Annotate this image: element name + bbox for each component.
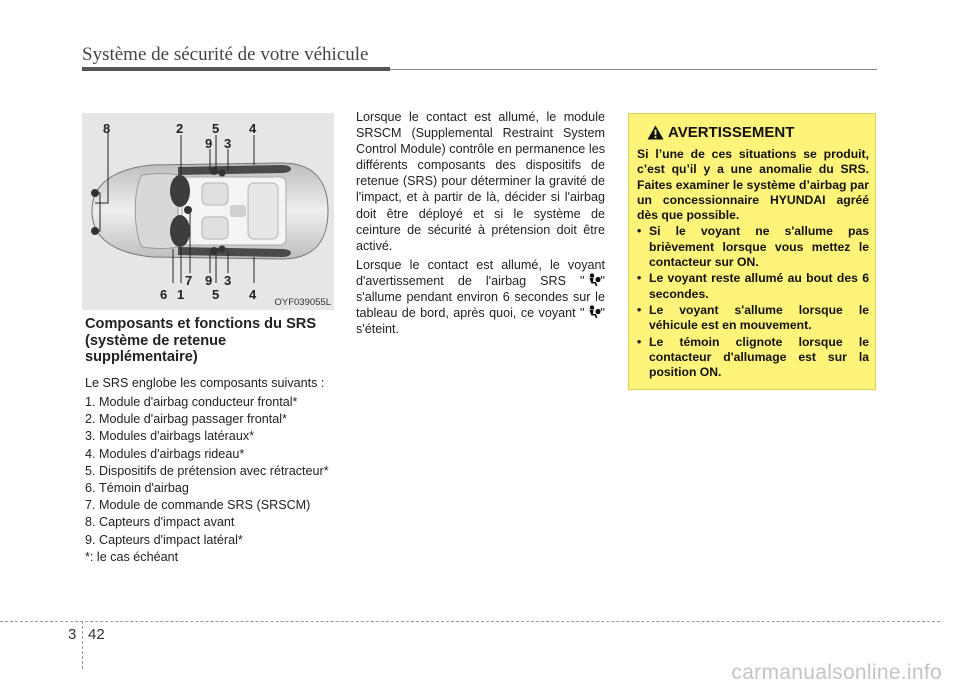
warning-body	[637, 147, 869, 381]
callout-3: 3	[224, 136, 232, 151]
section-heading: Composants et fonctions du SRS (système de retenue supplémentaire)	[85, 316, 317, 366]
warning-triangle-icon	[647, 125, 664, 140]
footer-divider	[82, 621, 83, 669]
list-item: 5. Dispositifs de prétension avec rétracteur*	[85, 463, 329, 478]
callout-5-bottom: 5	[212, 287, 220, 302]
list-item: 9. Capteurs d'impact latéral*	[85, 532, 243, 547]
callout-9-bottom: 9	[205, 273, 213, 288]
list-item: 1. Module d'airbag conducteur frontal*	[85, 394, 298, 409]
callout-4-bottom: 4	[249, 287, 257, 302]
callout-2: 2	[176, 121, 184, 136]
list-item: 6. Témoin d'airbag	[85, 481, 189, 495]
footnote: *: le cas échéant	[85, 549, 179, 564]
watermark: carmanualsonline.info	[731, 661, 942, 684]
callout-5: 5	[212, 121, 220, 136]
warning-item: • Si le voyant ne s'allume pas brièvement lorsque vous mettez le contacteur sur ON.	[637, 224, 869, 270]
callout-1: 1	[177, 287, 185, 302]
header-rule-thin	[390, 69, 877, 70]
list-item: 3. Modules d'airbags latéraux*	[85, 429, 255, 444]
list-item: 2. Module d'airbag passager frontal*	[85, 412, 287, 427]
callout-9: 9	[205, 136, 213, 151]
warning-list	[637, 224, 869, 380]
list-item: 7. Module de commande SRS (SRSCM)	[85, 498, 311, 513]
components-list	[85, 394, 336, 548]
warning-title: AVERTISSEMENT	[647, 124, 794, 141]
warning-item: • Le voyant reste allumé au bout des 6 secondes.	[637, 271, 869, 301]
page-number: 42	[88, 626, 105, 643]
warning-item: • Le témoin clignote lorsque le contacteur d'allumage est sur la position ON.	[637, 334, 869, 380]
page-header-title: Système de sécurité de votre véhicule	[82, 44, 369, 65]
callout-8: 8	[103, 121, 111, 136]
section-intro: Le SRS englobe les composants suivants :	[85, 375, 325, 390]
list-item: 4. Modules d'airbags rideau*	[85, 446, 245, 461]
airbag-warning-icon	[585, 305, 601, 319]
callout-3-bottom: 3	[224, 273, 232, 288]
srscm-description	[356, 109, 605, 340]
airbag-warning-icon	[585, 273, 601, 287]
callout-4: 4	[249, 121, 257, 136]
components-section	[85, 316, 336, 565]
list-item: 8. Capteurs d'impact avant	[85, 515, 235, 530]
callout-6: 6	[160, 287, 168, 302]
header-rule	[82, 67, 390, 71]
paragraph-1: Lorsque le contact est allumé, le module SRSCM (Supplemental Restraint System Control Module) contrôle en permanence les différents composants des dispositifs de retenue (SRS) pour déterminer la gravité de l'impact, et à partir de là, décider si l'airbag doit être déployé et si le système de ceinture de sécurité à prétension doit être activé.	[356, 110, 605, 253]
warning-box	[628, 113, 876, 390]
warning-item: • Le voyant s'allume lorsque le véhicule est en mouvement.	[637, 302, 869, 333]
car-topview-illustration	[82, 113, 334, 310]
chapter-number: 3	[68, 626, 77, 643]
paragraph-2: Lorsque le contact est allumé, le voyant d'avertissement de l'airbag SRS " " s'allume pendant environ 6 secondes sur le tableau de bord, après quoi, ce voyant " " s'éteint.	[356, 257, 605, 337]
callout-7: 7	[185, 273, 193, 288]
warning-intro: Si l’une de ces situations se produit, c’est qu’il y a une anomalie du SRS. Faites examiner le système d’airbag par un concessionnaire HYUNDAI agréé dès que possible.	[637, 147, 869, 223]
figure-code: OYF039055L	[274, 297, 331, 308]
srs-components-figure	[82, 113, 334, 310]
footer-rule	[0, 621, 940, 622]
